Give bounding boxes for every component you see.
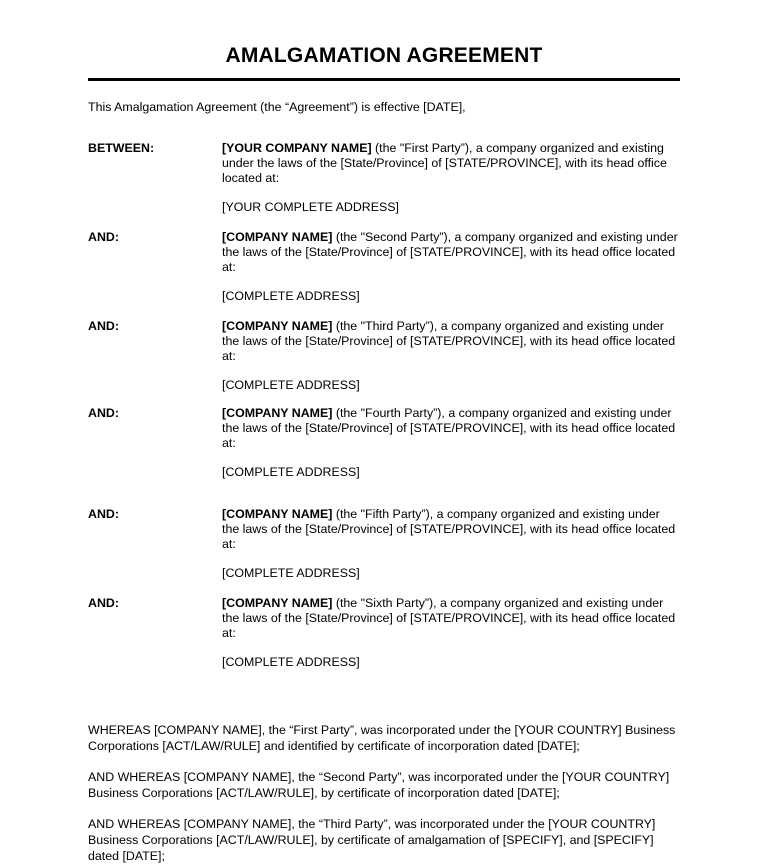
party-details — [222, 141, 680, 215]
party-label: AND: — [88, 596, 119, 610]
party-block-second — [88, 230, 680, 304]
party-block-sixth — [88, 596, 680, 670]
party-label: BETWEEN: — [88, 141, 155, 155]
party-company-name: [COMPANY NAME] — [222, 406, 333, 420]
party-address: [COMPLETE ADDRESS] — [222, 566, 360, 580]
party-company-name: [YOUR COMPANY NAME] — [222, 141, 372, 155]
page-title: AMALGAMATION AGREEMENT — [225, 44, 543, 67]
party-details — [222, 230, 680, 304]
party-address: [COMPLETE ADDRESS] — [222, 289, 360, 303]
party-details — [222, 507, 680, 581]
party-block-fourth — [88, 406, 680, 480]
party-label: AND: — [88, 507, 119, 521]
party-company-name: [COMPANY NAME] — [222, 507, 333, 521]
recitals-section — [88, 722, 682, 864]
recital-paragraph: AND WHEREAS [COMPANY NAME], the “Second Party”, was incorporated under the [YOUR COUNTRY] Business Corporations [ACT/LAW/RULE], by certificate of incorporation dated [DATE]; — [88, 770, 670, 800]
recital-paragraph: WHEREAS [COMPANY NAME], the “First Party”, was incorporated under the [YOUR COUNTRY] Business Corporations [ACT/LAW/RULE] and identified by certificate of incorporation dated [DATE]; — [88, 723, 676, 753]
party-description: (the "Sixth Party”), a company organized and existing under the laws of the [State/Province] of [STATE/PROVINCE], with its head office located at: — [222, 596, 676, 640]
party-label: AND: — [88, 319, 119, 333]
party-block-first — [88, 141, 680, 215]
party-description: (the "Second Party”), a company organized and existing under the laws of the [State/Province] of [STATE/PROVINCE], with its head office located at: — [222, 230, 678, 274]
party-address: [COMPLETE ADDRESS] — [222, 465, 360, 479]
title-divider — [88, 78, 680, 81]
party-address: [COMPLETE ADDRESS] — [222, 378, 360, 392]
party-company-name: [COMPANY NAME] — [222, 319, 333, 333]
party-block-fifth — [88, 507, 680, 581]
party-description: (the "Third Party”), a company organized and existing under the laws of the [State/Province] of [STATE/PROVINCE], with its head office located at: — [222, 319, 676, 363]
party-address: [COMPLETE ADDRESS] — [222, 655, 360, 669]
party-details — [222, 596, 680, 670]
party-details — [222, 319, 680, 393]
recital-paragraph: AND WHEREAS [COMPANY NAME], the “Third Party”, was incorporated under the [YOUR COUNTRY] Business Corporations [ACT/LAW/RULE], by certificate of amalgamation of [SPECIFY], and [SPECIFY] dated [DATE]; — [88, 817, 656, 863]
parties-section — [88, 141, 680, 670]
party-label: AND: — [88, 230, 119, 244]
party-details — [222, 406, 680, 480]
party-description: (the "Fourth Party”), a company organized and existing under the laws of the [State/Province] of [STATE/PROVINCE], with its head office located at: — [222, 406, 676, 450]
party-block-third — [88, 319, 680, 393]
party-company-name: [COMPANY NAME] — [222, 596, 333, 610]
party-description: (the "First Party”), a company organized and existing under the laws of the [State/Province] of [STATE/PROVINCE], with its head office located at: — [222, 141, 667, 185]
party-label: AND: — [88, 406, 119, 420]
party-company-name: [COMPANY NAME] — [222, 230, 333, 244]
party-address: [YOUR COMPLETE ADDRESS] — [222, 200, 399, 214]
intro-paragraph: This Amalgamation Agreement (the “Agreement”) is effective [DATE], — [88, 100, 466, 114]
party-description: (the "Fifth Party”), a company organized and existing under the laws of the [State/Province] of [STATE/PROVINCE], with its head office located at: — [222, 507, 676, 551]
